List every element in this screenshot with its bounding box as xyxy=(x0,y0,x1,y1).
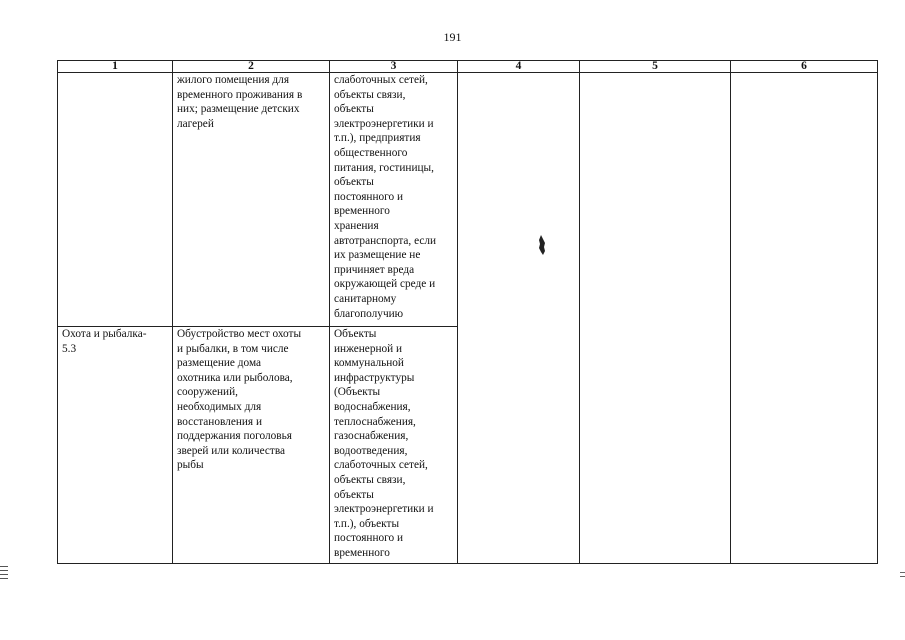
ink-blot xyxy=(538,234,546,256)
scan-margin-mark xyxy=(900,576,905,577)
land-use-table xyxy=(57,60,878,564)
table-cell xyxy=(173,73,330,327)
land-use-description: Обустройство мест охоты и рыбалки, в том числе размещение дома охотника или рыболова, сооружений, необходимых для восстановления и поддержания поголовья зверей или количества рыбы xyxy=(177,328,302,472)
table-cell-merged xyxy=(458,73,580,564)
scan-margin-mark xyxy=(0,578,8,579)
table-cell xyxy=(58,327,173,564)
scan-margin-mark xyxy=(900,572,905,573)
page-number: 191 xyxy=(443,30,462,44)
table-cell xyxy=(330,73,458,327)
scan-margin-mark xyxy=(0,570,8,571)
scan-margin-mark xyxy=(0,574,8,575)
table-cell xyxy=(330,327,458,564)
column-header-2: 2 xyxy=(173,61,330,73)
table-row xyxy=(58,73,878,327)
column-header-4: 4 xyxy=(458,61,580,73)
scan-margin-mark xyxy=(0,566,8,567)
table-cell-merged xyxy=(580,73,731,564)
permitted-objects: слаботочных сетей, объекты связи, объекты электроэнергетики и т.п.), предприятия общественного питания, гостиницы, объекты постоянного и временного хранения автотранспорта, если их размещение не причиняет вреда окружающей среде и санитарному благополучию xyxy=(334,74,437,320)
column-header-1: 1 xyxy=(58,61,173,73)
table-cell-merged xyxy=(731,73,878,564)
permitted-objects: Объекты инженерной и коммунальной инфраструктуры (Объекты водоснабжения, теплоснабжения, газоснабжения, водоотведения, слаботочных сетей, объекты связи, объекты электроэнергетики и т.п.), объекты постоянного и временного xyxy=(334,328,434,559)
column-header-6: 6 xyxy=(731,61,878,73)
column-header-3: 3 xyxy=(330,61,458,73)
land-use-type: Охота и рыбалка- 5.3 xyxy=(62,328,147,355)
table-cell xyxy=(173,327,330,564)
column-header-5: 5 xyxy=(580,61,731,73)
table-header-row xyxy=(58,61,878,73)
land-use-description: жилого помещения для временного проживания в них; размещение детских лагерей xyxy=(177,74,303,130)
table-cell xyxy=(58,73,173,327)
